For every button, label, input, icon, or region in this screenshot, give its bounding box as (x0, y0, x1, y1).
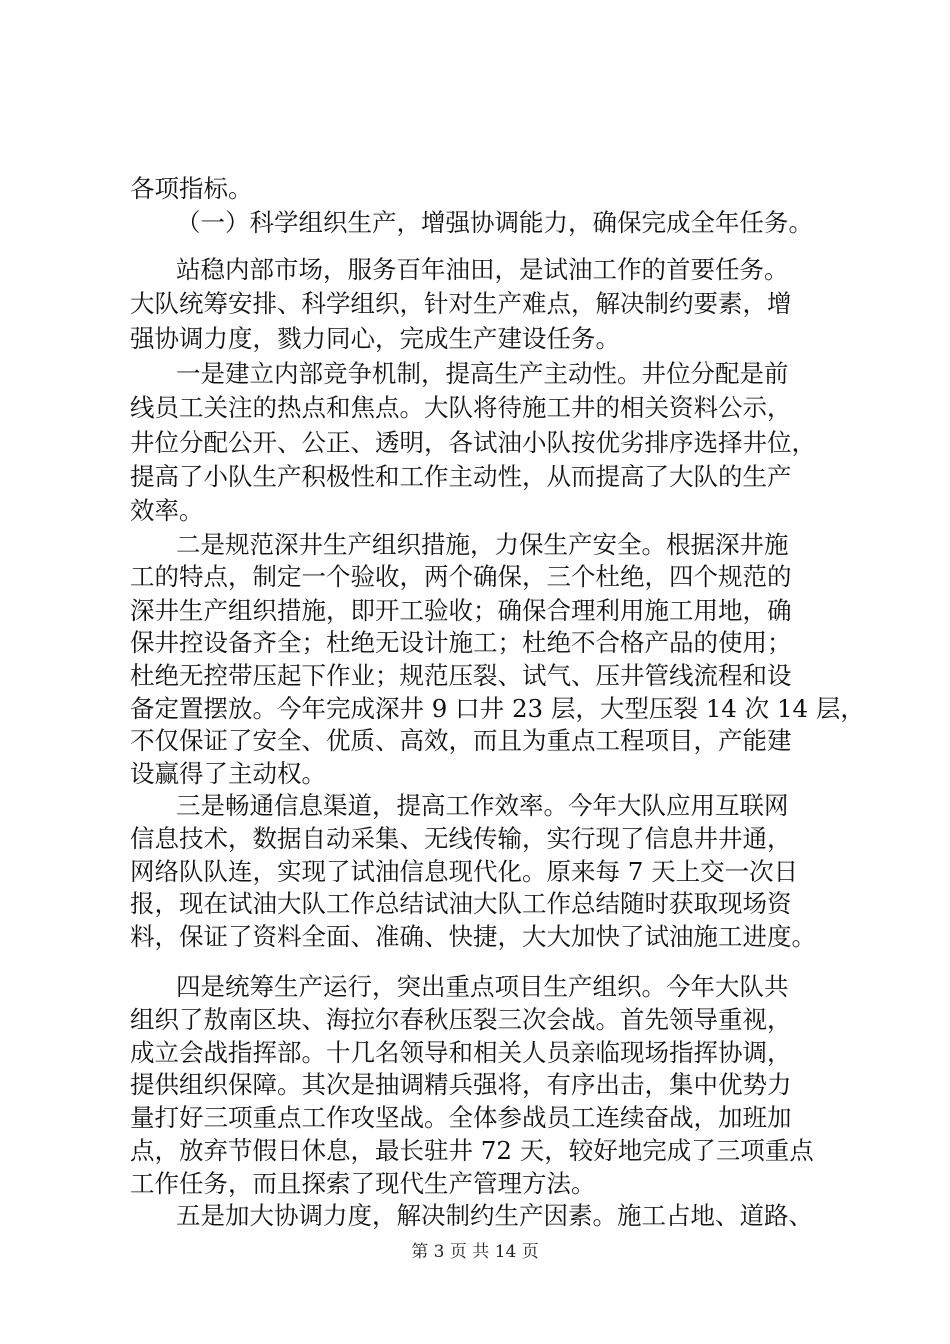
text-line-7: 线员工关注的热点和焦点。大队将待施工井的相关资料公示， (130, 393, 792, 422)
text-line-27: 提供组织保障。其次是抽调精兵强将，有序出击，集中优势力 (130, 1070, 792, 1099)
text-line-16: 备定置摆放。今年完成深井 9 口井 23 层，大型压裂 14 次 14 层， (130, 694, 865, 723)
text-line-19: 三是畅通信息渠道，提高工作效率。今年大队应用互联网 (176, 791, 789, 820)
text-line-3: 站稳内部市场，服务百年油田，是试油工作的首要任务。 (176, 255, 789, 284)
text-line-13: 深井生产组织措施，即开工验收；确保合理利用施工用地，确 (130, 596, 792, 625)
text-line-29: 点，放弃节假日休息，最长驻井 72 天，较好地完成了三项重点 (130, 1136, 814, 1165)
text-line-10: 效率。 (130, 496, 204, 525)
text-line-30: 工作任务，而且探索了现代生产管理方法。 (130, 1169, 596, 1198)
text-line-5: 强协调力度，戮力同心，完成生产建设任务。 (130, 324, 620, 353)
text-line-1: 各项指标。 (130, 174, 253, 203)
text-line-23: 料，保证了资料全面、准确、快捷，大大加快了试油施工进度。 (130, 922, 816, 951)
text-line-12: 工的特点，制定一个验收，两个确保，三个杜绝，四个规范的 (130, 562, 792, 591)
page-number-footer: 第 3 页 共 14 页 (411, 1242, 539, 1262)
text-line-6: 一是建立内部竞争机制，提高生产主动性。井位分配是前 (176, 359, 789, 388)
text-line-14: 保井控设备齐全；杜绝无设计施工；杜绝不合格产品的使用； (130, 628, 792, 657)
text-line-8: 井位分配公开、公正、透明，各试油小队按优劣排序选择井位， (130, 428, 816, 457)
text-line-22: 报，现在试油大队工作总结试油大队工作总结随时获取现场资 (130, 889, 792, 918)
text-line-9: 提高了小队生产积极性和工作主动性，从而提高了大队的生产 (130, 462, 792, 491)
text-line-15: 杜绝无控带压起下作业；规范压裂、试气、压井管线流程和设 (130, 661, 792, 690)
text-line-31: 五是加大协调力度，解决制约生产因素。施工占地、道路、 (176, 1201, 813, 1230)
text-line-17: 不仅保证了安全、优质、高效，而且为重点工程项目，产能建 (130, 726, 792, 755)
text-line-24: 四是统筹生产运行，突出重点项目生产组织。今年大队共 (176, 972, 789, 1001)
text-line-28: 量打好三项重点工作攻坚战。全体参战员工连续奋战，加班加 (130, 1103, 792, 1132)
text-line-21: 网络队队连，实现了试油信息现代化。原来每 7 天上交一次日 (130, 857, 799, 886)
text-line-11: 二是规范深井生产组织措施，力保生产安全。根据深井施 (176, 530, 789, 559)
text-line-26: 成立会战指挥部。十几名领导和相关人员亲临现场指挥协调， (130, 1038, 792, 1067)
text-line-18: 设赢得了主动权。 (130, 759, 326, 788)
section-heading: （一）科学组织生产，增强协调能力，确保完成全年任务。 (176, 208, 813, 237)
text-line-20: 信息技术，数据自动采集、无线传输，实行现了信息井井通， (130, 824, 792, 853)
text-line-4: 大队统筹安排、科学组织，针对生产难点，解决制约要素，增 (130, 289, 792, 318)
text-line-25: 组织了敖南区块、海拉尔春秋压裂三次会战。首先领导重视， (130, 1005, 792, 1034)
